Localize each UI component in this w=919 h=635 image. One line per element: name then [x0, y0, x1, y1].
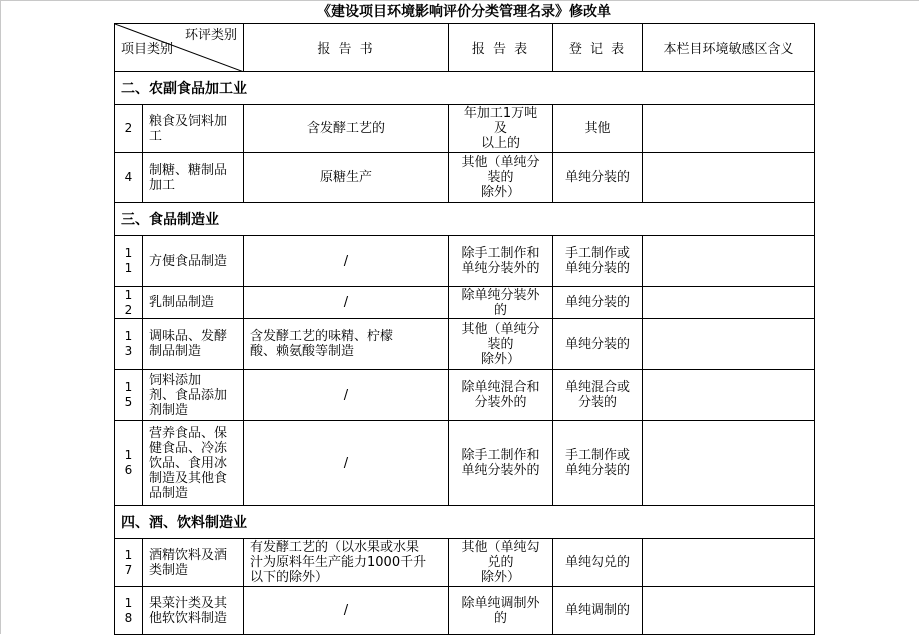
row-report-form: 其他（单纯分 装的 除外）: [449, 319, 553, 370]
row-report-form: 除单纯分装外 的: [449, 287, 553, 319]
row-register: 单纯分装的: [553, 287, 643, 319]
row-report-form: 除单纯调制外 的: [449, 587, 553, 635]
table-row: [115, 287, 815, 319]
row-sensitive: [643, 319, 815, 370]
section-row: [115, 203, 815, 236]
header-category-type: 环评类别: [184, 28, 237, 43]
row-project-name: 酒精饮料及酒 类制造: [143, 539, 244, 587]
row-number: 1 2: [115, 287, 143, 319]
row-report-book: 含发酵工艺的味精、柠檬 酸、赖氨酸等制造: [244, 319, 449, 370]
row-sensitive: [643, 236, 815, 287]
row-report-form: 年加工1万吨 及 以上的: [449, 105, 553, 153]
header-sensitive-area: 本栏目环境敏感区含义: [643, 24, 815, 72]
row-report-book: 含发酵工艺的: [244, 105, 449, 153]
row-project-name: 方便食品制造: [143, 236, 244, 287]
row-report-book: /: [244, 287, 449, 319]
table-row: [115, 587, 815, 635]
row-register: 其他: [553, 105, 643, 153]
row-register: 手工制作或 单纯分装的: [553, 421, 643, 506]
row-project-name: 饲料添加 剂、食品添加 剂制造: [143, 370, 244, 421]
header-report-form: 报 告 表: [449, 24, 553, 72]
header-register-form: 登 记 表: [553, 24, 643, 72]
row-sensitive: [643, 587, 815, 635]
table-row: [115, 319, 815, 370]
row-project-name: 乳制品制造: [143, 287, 244, 319]
section-title: 四、酒、饮料制造业: [115, 506, 815, 539]
row-report-form: 除手工制作和 单纯分装外的: [449, 421, 553, 506]
row-project-name: 营养食品、保 健食品、冷冻 饮品、食用冰 制造及其他食 品制造: [143, 421, 244, 506]
header-report-book: 报 告 书: [244, 24, 449, 72]
row-number: 1 7: [115, 539, 143, 587]
section-row: [115, 506, 815, 539]
row-report-book: /: [244, 370, 449, 421]
row-number: 4: [115, 153, 143, 203]
row-project-name: 制糖、糖制品 加工: [143, 153, 244, 203]
row-report-form: 其他（单纯分 装的 除外）: [449, 153, 553, 203]
row-sensitive: [643, 370, 815, 421]
row-report-book: /: [244, 587, 449, 635]
row-register: 单纯调制的: [553, 587, 643, 635]
row-report-book: /: [244, 236, 449, 287]
row-sensitive: [643, 105, 815, 153]
row-sensitive: [643, 153, 815, 203]
row-report-book: /: [244, 421, 449, 506]
document-title: 《建设项目环境影响评价分类管理名录》修改单: [317, 4, 611, 20]
row-register: 单纯混合或 分装的: [553, 370, 643, 421]
row-report-book: 原糖生产: [244, 153, 449, 203]
row-register: 单纯分装的: [553, 319, 643, 370]
row-number: 2: [115, 105, 143, 153]
classification-table: [114, 23, 815, 635]
row-number: 1 1: [115, 236, 143, 287]
section-title: 三、食品制造业: [115, 203, 815, 236]
row-register: 单纯勾兑的: [553, 539, 643, 587]
row-project-name: 调味品、发酵 制品制造: [143, 319, 244, 370]
section-row: [115, 72, 815, 105]
row-number: 1 6: [115, 421, 143, 506]
row-report-form: 其他（单纯勾 兑的 除外）: [449, 539, 553, 587]
table-row: [115, 153, 815, 203]
row-register: 手工制作或 单纯分装的: [553, 236, 643, 287]
header-row: [115, 24, 815, 72]
row-number: 1 5: [115, 370, 143, 421]
row-sensitive: [643, 421, 815, 506]
table-row: [115, 236, 815, 287]
table-row: [115, 539, 815, 587]
table-row: [115, 370, 815, 421]
row-register: 单纯分装的: [553, 153, 643, 203]
row-number: 1 8: [115, 587, 143, 635]
table-row: [115, 421, 815, 506]
table-row: [115, 105, 815, 153]
row-report-form: 除单纯混合和 分装外的: [449, 370, 553, 421]
row-sensitive: [643, 539, 815, 587]
row-number: 1 3: [115, 319, 143, 370]
row-report-book: 有发酵工艺的（以水果或水果 汁为原料年生产能力1000千升 以下的除外）: [244, 539, 449, 587]
row-report-form: 除手工制作和 单纯分装外的: [449, 236, 553, 287]
diagonal-header-cell: [115, 24, 244, 72]
row-sensitive: [643, 287, 815, 319]
header-project-type: 项目类别: [121, 42, 174, 57]
row-project-name: 果菜汁类及其 他软饮料制造: [143, 587, 244, 635]
section-title: 二、农副食品加工业: [115, 72, 815, 105]
row-project-name: 粮食及饲料加 工: [143, 105, 244, 153]
